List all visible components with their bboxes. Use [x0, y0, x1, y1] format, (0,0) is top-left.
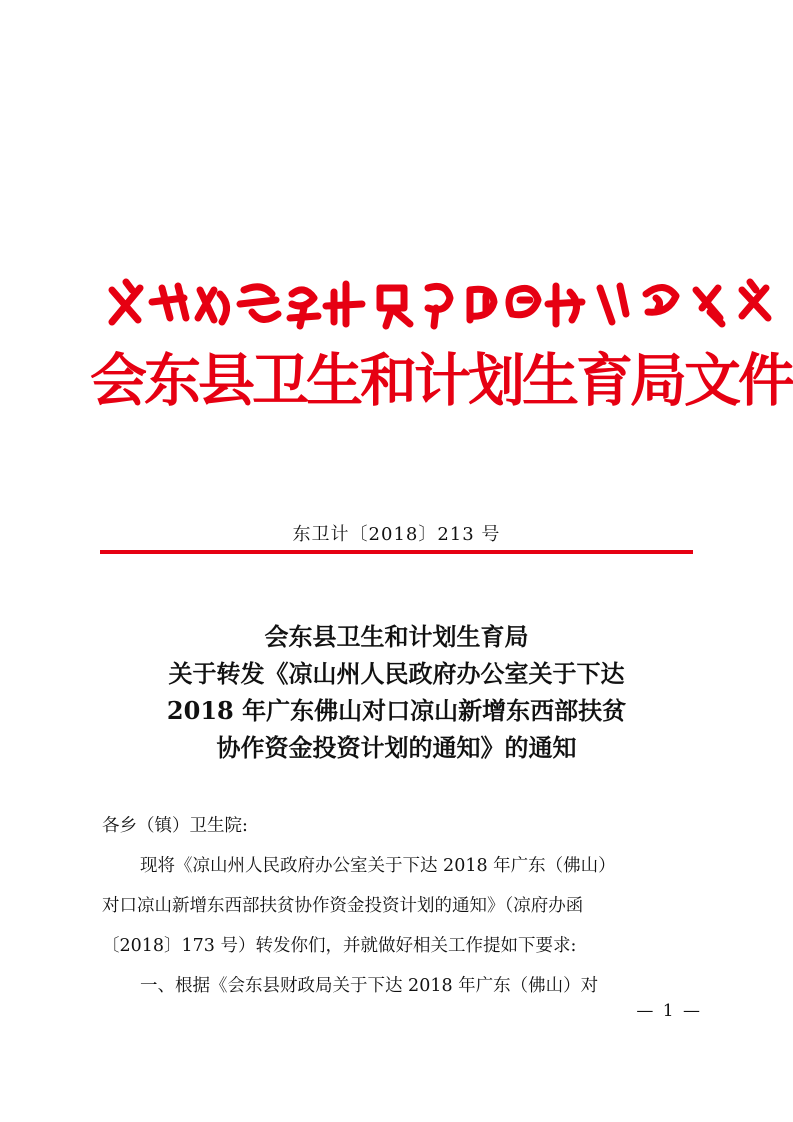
page-number: — 1 — [636, 1001, 702, 1021]
document-number: 东卫计〔2018〕213 号 [292, 524, 501, 545]
body-line: 对口凉山新增东西部扶贫协作资金投资计划的通知》（凉府办函 [102, 896, 584, 916]
body-line: 〔2018〕173 号）转发你们，并就做好相关工作提如下要求: [102, 936, 577, 956]
document-body [102, 806, 696, 1006]
agency-title: 会东县卫生和计划生育局文件 [90, 348, 792, 414]
yi-script-glyphs [0, 268, 793, 338]
title-line: 会东县卫生和计划生育局 [264, 622, 529, 651]
salutation: 各乡（镇）卫生院: [102, 816, 248, 836]
document-title [90, 618, 703, 766]
title-line: 协作资金投资计划的通知》的通知 [216, 733, 577, 762]
body-line: 现将《凉山州人民政府办公室关于下达 2018 年广东（佛山） [140, 856, 616, 876]
red-divider-line [100, 550, 693, 554]
title-line: 关于转发《凉山州人民政府办公室关于下达 [168, 659, 625, 688]
yi-script-masthead [0, 268, 793, 338]
title-line: 2018 年广东佛山对口凉山新增东西部扶贫 [166, 696, 627, 725]
body-line: 一、根据《会东县财政局关于下达 2018 年广东（佛山）对 [140, 976, 599, 996]
